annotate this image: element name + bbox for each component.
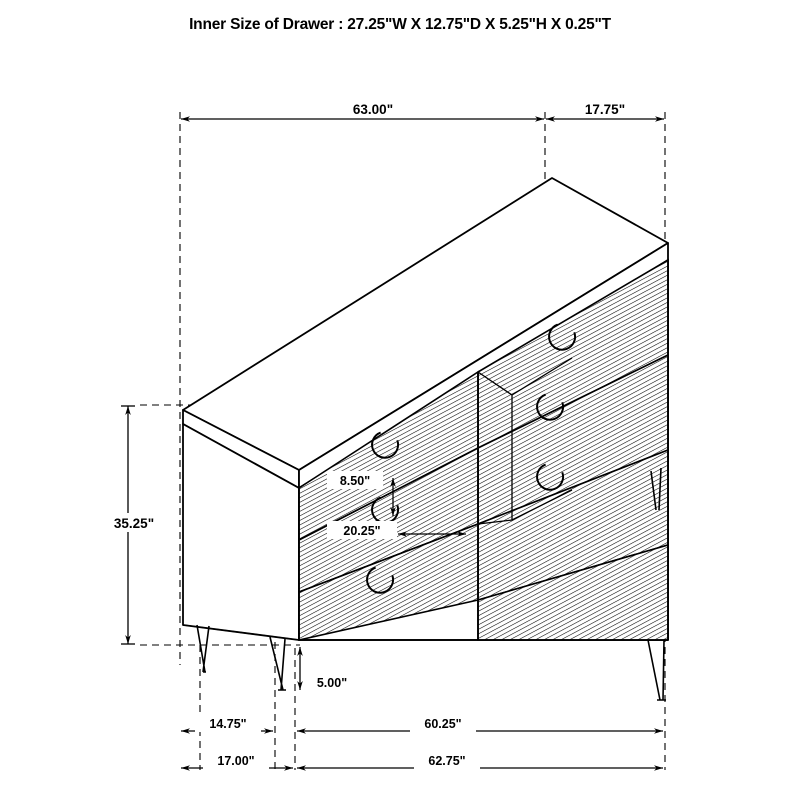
dim-label-top-depth: 17.75" <box>584 102 626 117</box>
dim-label-front-width-upper: 60.25" <box>424 717 462 731</box>
dim-label-drawer-height: 8.50" <box>339 474 371 488</box>
dim-label-side-depth-upper: 14.75" <box>209 717 247 731</box>
dim-label-overall-height: 35.25" <box>113 516 155 531</box>
dim-label-drawer-width: 20.25" <box>343 524 381 538</box>
dim-label-leg-height: 5.00" <box>316 676 348 690</box>
page-title: Inner Size of Drawer : 27.25"W X 12.75"D X 5.25"H X 0.25"T <box>189 16 611 33</box>
dim-label-front-width-lower: 62.75" <box>428 754 466 768</box>
dim-label-top-width: 63.00" <box>352 102 394 117</box>
dim-label-side-depth-lower: 17.00" <box>217 754 255 768</box>
